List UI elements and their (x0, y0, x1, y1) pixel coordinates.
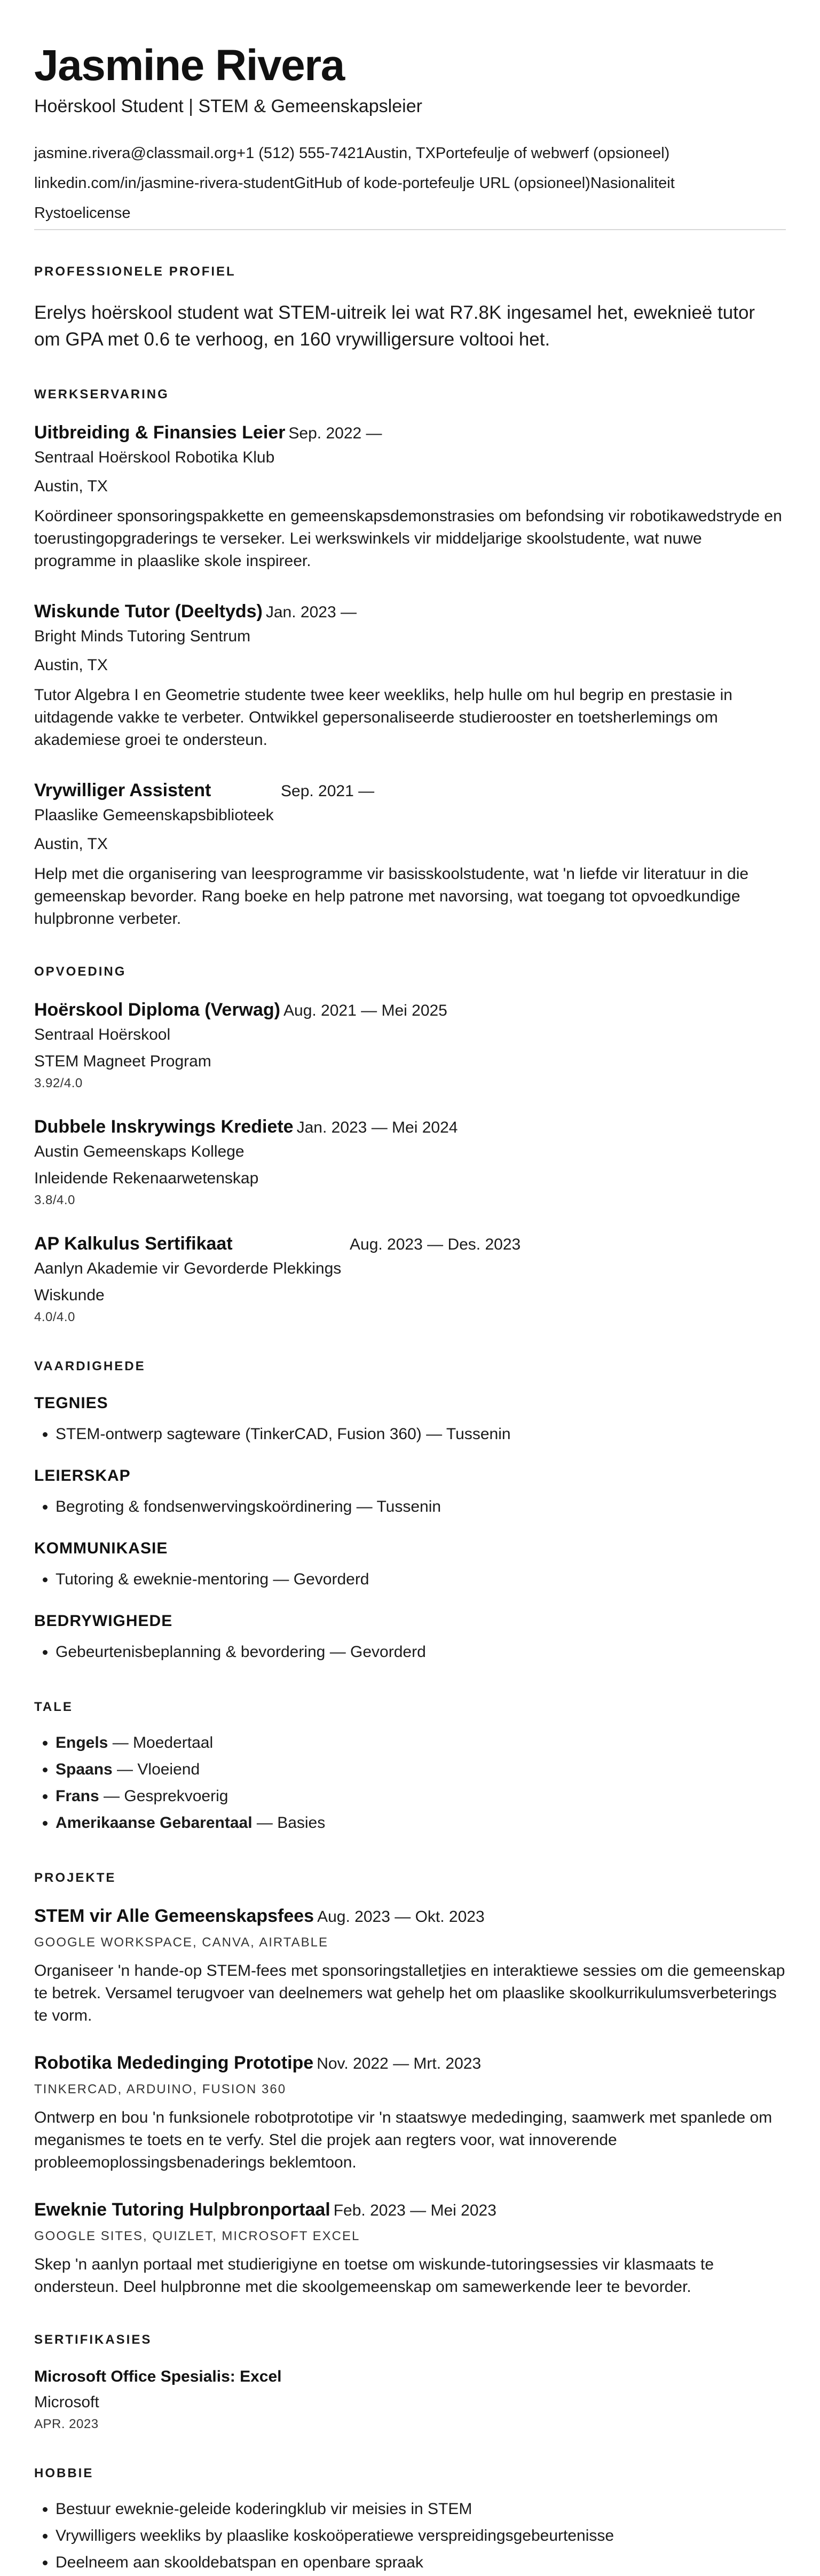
program: STEM Magneet Program (34, 1053, 211, 1071)
section-title: OPVOEDING (34, 964, 127, 979)
degree: Hoërskool Diploma (Verwag) (34, 1000, 280, 1020)
experience-section (34, 387, 786, 930)
skill-category: BEDRYWIGHEDE (34, 1612, 173, 1630)
job-date: Jan. 2023 — (265, 603, 357, 622)
education-date: Aug. 2021 — Mei 2025 (283, 1002, 447, 1020)
hobbies-section (34, 2466, 786, 2576)
project-date: Feb. 2023 — Mei 2023 (333, 2202, 496, 2220)
contact-nationality: Nasionaliteit (590, 175, 675, 192)
profile-summary: Erelys hoërskool student wat STEM-uitreik lei wat R7.8K ingesamel het, eweknieë tutor om GPA met 0.6 te verhoog, en 160 vrywilligersure voltooi het. (34, 302, 755, 350)
job-location: Austin, TX (34, 477, 108, 496)
experience-entry (34, 601, 786, 751)
program: Wiskunde (34, 1286, 105, 1305)
job-description: Tutor Algebra I en Geometrie studente twee keer weekliks, help hulle om hul begrip en prestasie in uitdagende vakke te verbeter. Ontwikkel gepersonaliseerde studierooster en toetsherlemings om akademiese groei te ondersteun. (34, 686, 732, 749)
hobby-item: • Deelneem aan skooldebatspan en openbare spraak (56, 2549, 786, 2576)
contact-portfolio[interactable]: Portefeulje of webwerf (opsioneel) (435, 145, 670, 162)
language-name: Frans (56, 1787, 99, 1805)
language-item (56, 1783, 786, 1810)
skill-list (34, 1494, 786, 1520)
project-entry (34, 1906, 786, 2027)
language-list (34, 1730, 786, 1836)
candidate-name: Jasmine Rivera (34, 41, 344, 90)
section-title: VAARDIGHEDE (34, 1359, 146, 1374)
skill-item: • Tutoring & eweknie-mentoring — Gevorderd (56, 1566, 786, 1593)
skill-item: • Begroting & fondsenwervingskoördinering — Tussenin (56, 1494, 786, 1520)
contact-github[interactable]: GitHub of kode-portefeulje URL (opsioneel) (294, 175, 590, 192)
certifications-section (34, 2332, 786, 2432)
project-entry (34, 2200, 786, 2298)
skill-list (34, 1566, 786, 1593)
project-name: Robotika Mededinging Prototipe (34, 2053, 314, 2074)
education-entry (34, 1234, 786, 1325)
project-description: Skep 'n aanlyn portaal met studierigiyne en toetse om wiskunde-tutoringsessies vir klasmaats te ondersteun. Deel hulpbronne met die skoolgemeenskap om samewerkende leer te bevorder. (34, 2256, 714, 2296)
job-date: Sep. 2022 — (288, 425, 382, 443)
contact-license: Rystoelicense (34, 205, 131, 222)
skill-list (34, 1421, 786, 1448)
language-name: Engels (56, 1734, 108, 1752)
certification-name: Microsoft Office Spesialis: Excel (34, 2368, 282, 2386)
job-location: Austin, TX (34, 656, 108, 674)
project-name: Eweknie Tutoring Hulpbronportaal (34, 2200, 330, 2220)
job-description: Help met die organisering van leesprogramme vir basisskoolstudente, wat 'n liefde vir literatuur in die gemeenskap bevorder. Rang boeke en help patrone met navorsing, wat toegang tot opvoedkundige hulpbronne verbeter. (34, 865, 749, 928)
education-entry (34, 1000, 786, 1091)
header-divider (34, 229, 786, 230)
language-level: — Gesprekvoerig (99, 1787, 228, 1805)
job-org: Plaaslike Gemeenskapsbiblioteek (34, 806, 274, 824)
job-org: Sentraal Hoërskool Robotika Klub (34, 449, 275, 467)
school: Sentraal Hoërskool (34, 1026, 171, 1044)
job-role: Vrywilliger Assistent (34, 780, 211, 801)
hobby-item: • Bestuur eweknie-geleide koderingklub vir meisies in STEM (56, 2496, 786, 2523)
degree: AP Kalkulus Sertifikaat (34, 1234, 233, 1254)
contact-linkedin[interactable]: linkedin.com/in/jasmine-rivera-student (34, 175, 294, 192)
skill-category: KOMMUNIKASIE (34, 1540, 168, 1558)
certification-issuer: Microsoft (34, 2393, 99, 2412)
certification-date: APR. 2023 (34, 2417, 99, 2432)
contact-phone: +1 (512) 555-7421 (236, 145, 365, 162)
school: Aanlyn Akademie vir Gevorderde Plekkings (34, 1260, 342, 1278)
section-title: WERKSERVARING (34, 387, 169, 402)
contact-info (34, 138, 786, 228)
skill-category: LEIERSKAP (34, 1467, 131, 1485)
projects-section (34, 1871, 786, 2298)
project-tech: GOOGLE SITES, QUIZLET, MICROSOFT EXCEL (34, 2229, 360, 2244)
section-title: PROFESSIONELE PROFIEL (34, 264, 236, 279)
contact-location: Austin, TX (364, 145, 436, 162)
project-description: Organiseer 'n hande-op STEM-fees met sponsoringstalletjies en interaktiewe sessies om die gemeenskap te betrek. Versamel terugvoer van deelnemers wat gehelp het om plaaslike skoolkurrikulumsverbeterings te vorm. (34, 1962, 785, 2025)
section-title: PROJEKTE (34, 1871, 116, 1886)
skill-list (34, 1639, 786, 1666)
skill-category: TEGNIES (34, 1394, 108, 1412)
gpa: 3.92/4.0 (34, 1076, 83, 1091)
education-entry (34, 1117, 786, 1208)
language-level: — Basies (252, 1814, 326, 1832)
job-date: Sep. 2021 — (281, 782, 375, 800)
language-level: — Moedertaal (108, 1734, 214, 1752)
gpa: 3.8/4.0 (34, 1193, 75, 1208)
language-name: Amerikaanse Gebarentaal (56, 1814, 253, 1832)
language-name: Spaans (56, 1761, 113, 1779)
program: Inleidende Rekenaarwetenskap (34, 1169, 259, 1188)
skill-item: • Gebeurtenisbeplanning & bevordering — Gevorderd (56, 1639, 786, 1666)
job-org: Bright Minds Tutoring Sentrum (34, 627, 251, 646)
language-item (56, 1730, 786, 1756)
experience-entry (34, 780, 786, 930)
section-title: HOBBIE (34, 2466, 94, 2481)
section-title: SERTIFIKASIES (34, 2332, 152, 2347)
job-location: Austin, TX (34, 835, 108, 853)
resume-header (34, 43, 786, 230)
project-name: STEM vir Alle Gemeenskapsfees (34, 1906, 314, 1927)
hobby-list (34, 2496, 786, 2576)
candidate-headline: Hoërskool Student | STEM & Gemeenskapsleier (34, 96, 422, 117)
experience-entry (34, 422, 786, 572)
education-date: Aug. 2023 — Des. 2023 (350, 1236, 521, 1254)
gpa: 4.0/4.0 (34, 1310, 75, 1325)
project-tech: TINKERCAD, ARDUINO, FUSION 360 (34, 2082, 287, 2097)
job-role: Wiskunde Tutor (Deeltyds) (34, 601, 263, 622)
job-description: Koördineer sponsoringspakkette en gemeenskapsdemonstrasies om befondsing vir robotikawedstryde en toerustingopgraderings te verseker. Lei werkswinkels vir middeljarige skoolstudente, wat nuwe programme in plaaslike skole inspireer. (34, 507, 782, 570)
education-date: Jan. 2023 — Mei 2024 (296, 1119, 458, 1137)
language-level: — Vloeiend (112, 1761, 200, 1779)
profile-section (34, 264, 786, 353)
hobby-item: • Vrywilligers weekliks by plaaslike koskoöperatiewe verspreidingsgebeurtenisse (56, 2523, 786, 2549)
project-description: Ontwerp en bou 'n funksionele robotprototipe vir 'n staatswye mededinging, saamwerk met spanlede om meganismes te toets en te verfy. Stel die projek aan regters voor, wat innoverende probleemoplossingsbenaderings beklemtoon. (34, 2109, 772, 2172)
project-tech: GOOGLE WORKSPACE, CANVA, AIRTABLE (34, 1935, 329, 1950)
contact-email[interactable]: jasmine.rivera@classmail.org (34, 145, 237, 162)
education-section (34, 964, 786, 1325)
school: Austin Gemeenskaps Kollege (34, 1143, 245, 1161)
project-date: Nov. 2022 — Mrt. 2023 (317, 2055, 482, 2073)
degree: Dubbele Inskrywings Krediete (34, 1117, 294, 1137)
certification-entry (34, 2368, 786, 2432)
section-title: TALE (34, 1700, 73, 1715)
skills-section (34, 1359, 786, 1666)
skill-item: • STEM-ontwerp sagteware (TinkerCAD, Fusion 360) — Tussenin (56, 1421, 786, 1448)
job-role: Uitbreiding & Finansies Leier (34, 422, 286, 443)
languages-section (34, 1700, 786, 1836)
project-date: Aug. 2023 — Okt. 2023 (317, 1908, 485, 1926)
language-item (56, 1810, 786, 1836)
language-item (56, 1756, 786, 1783)
project-entry (34, 2053, 786, 2174)
